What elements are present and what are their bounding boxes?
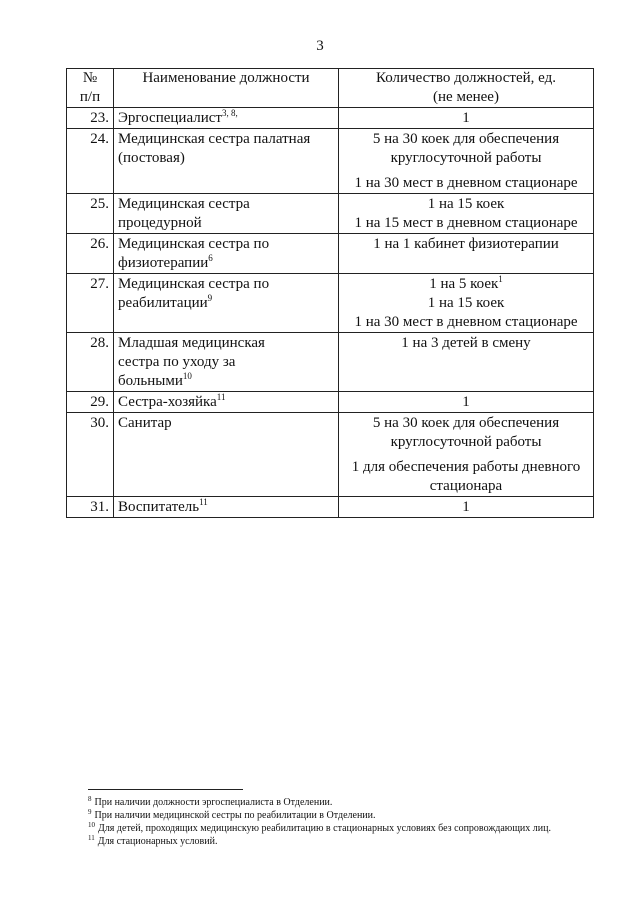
quantity-line: 1 на 5 коек$^1$ [429,274,503,292]
position-quantity [339,108,594,129]
position-name [114,497,339,518]
position-name-line: Эргоспециалист$^{3, 8,}$ [118,108,238,126]
position-quantity [339,234,594,274]
quantity-line: 1 на 3 детей в смену [401,335,531,351]
table-row [67,194,594,234]
table-row [67,413,594,497]
quantity-line: 1 на 15 коек [427,196,505,212]
footnote [88,809,608,822]
position-name-line: Медицинская сестра по [118,276,270,292]
header-quantity-line: (не менее) [433,89,499,105]
position-name [114,108,339,129]
footnote-mark: 10 [88,820,95,829]
position-name-line: Санитар [118,415,172,431]
row-number: 25. [67,194,114,234]
position-name-line: Медицинская сестра [118,196,250,212]
position-name [114,129,339,194]
position-quantity [339,497,594,518]
row-number: 27. [67,274,114,333]
table-row [67,234,594,274]
header-quantity-line: Количество должностей, ед. [375,70,556,86]
footnote-ref: 10 [182,371,192,381]
footnote-text: При наличии медицинской сестры по реабилитации в Отделении. [94,810,376,821]
position-name-line: Младшая медицинская [118,335,265,351]
position-name [114,392,339,413]
footnote-text: Для детей, проходящих медицинскую реабилитацию в стационарных условиях без сопровождающих лиц. [98,823,551,834]
table-row [67,392,594,413]
table-row [67,108,594,129]
footnote-ref: 9 [207,293,213,303]
header-quantity [339,69,594,108]
position-name-line: сестра по уходу за [118,354,236,370]
position-name-line: Сестра-хозяйка$^{11}$ [118,392,226,410]
header-number-line: п/п [79,89,101,105]
quantity-line: 5 на 30 коек для обеспечения [372,415,560,431]
position-quantity [339,333,594,392]
position-name [114,234,339,274]
footnote-ref: 11 [199,497,208,507]
table-row [67,333,594,392]
page-number: 3 [316,38,324,54]
position-name [114,194,339,234]
quantity-line: стационара [429,478,503,494]
position-name-line: физиотерапии$^6$ [118,253,213,271]
footnote-ref: 1 [498,274,503,284]
quantity-line: 1 [462,110,470,126]
quantity-line: 5 на 30 коек для обеспечения [372,131,560,147]
position-name-line: Медицинская сестра по [118,236,270,252]
footnote-mark: 9 [88,807,92,816]
quantity-line: 1 на 15 мест в дневном стационаре [354,215,578,231]
position-name-line: Медицинская сестра палатная [118,131,311,147]
footnote-ref: 6 [208,253,213,263]
quantity-line: круглосуточной работы [390,150,542,166]
position-name-line: Воспитатель$^{11}$ [118,497,208,515]
position-name-line: (постовая) [118,150,185,166]
row-number: 31. [67,497,114,518]
quantity-line: 1 на 1 кабинет физиотерапии [373,236,559,252]
footnote-mark: 8 [88,794,92,803]
footnote-ref: 11 [216,392,226,402]
header-number [67,69,114,108]
row-number: 24. [67,129,114,194]
footnote-list [88,796,608,848]
position-name [114,333,339,392]
row-number: 29. [67,392,114,413]
footnote [88,835,608,848]
quantity-line: 1 на 30 мест в дневном стационаре [354,175,578,191]
position-name-line: реабилитации$^9$ [118,293,213,311]
position-name [114,274,339,333]
position-quantity [339,194,594,234]
footnote-ref: 3, 8, [221,108,238,118]
row-number: 28. [67,333,114,392]
header-position-name-text: Наименование должности [142,70,310,86]
footnote [88,822,608,835]
position-name-line: процедурной [118,215,202,231]
quantity-line: 1 [462,499,470,515]
table-row [67,497,594,518]
footnote-text: При наличии должности эргоспециалиста в Отделении. [94,797,333,808]
footnotes [88,789,608,848]
footnote-mark: 11 [88,833,95,842]
quantity-line: 1 на 15 коек [427,295,505,311]
position-quantity [339,392,594,413]
footnote-separator [88,789,243,790]
header-position-name [114,69,339,108]
position-quantity [339,274,594,333]
row-number: 26. [67,234,114,274]
footnote-text: Для стационарных условий. [97,836,218,847]
staffing-table [66,68,594,518]
position-name-line: больными$^{10}$ [118,371,192,389]
table-body [67,108,594,518]
table-row [67,129,594,194]
table-header-row [67,69,594,108]
row-number: 30. [67,413,114,497]
quantity-line: 1 [462,394,470,410]
position-quantity [339,413,594,497]
position-name [114,413,339,497]
quantity-line: круглосуточной работы [390,434,542,450]
header-number-line: № [82,70,98,86]
row-number: 23. [67,108,114,129]
footnote [88,796,608,809]
quantity-line: 1 для обеспечения работы дневного [351,459,581,475]
quantity-line: 1 на 30 мест в дневном стационаре [354,314,578,330]
table-row [67,274,594,333]
position-quantity [339,129,594,194]
